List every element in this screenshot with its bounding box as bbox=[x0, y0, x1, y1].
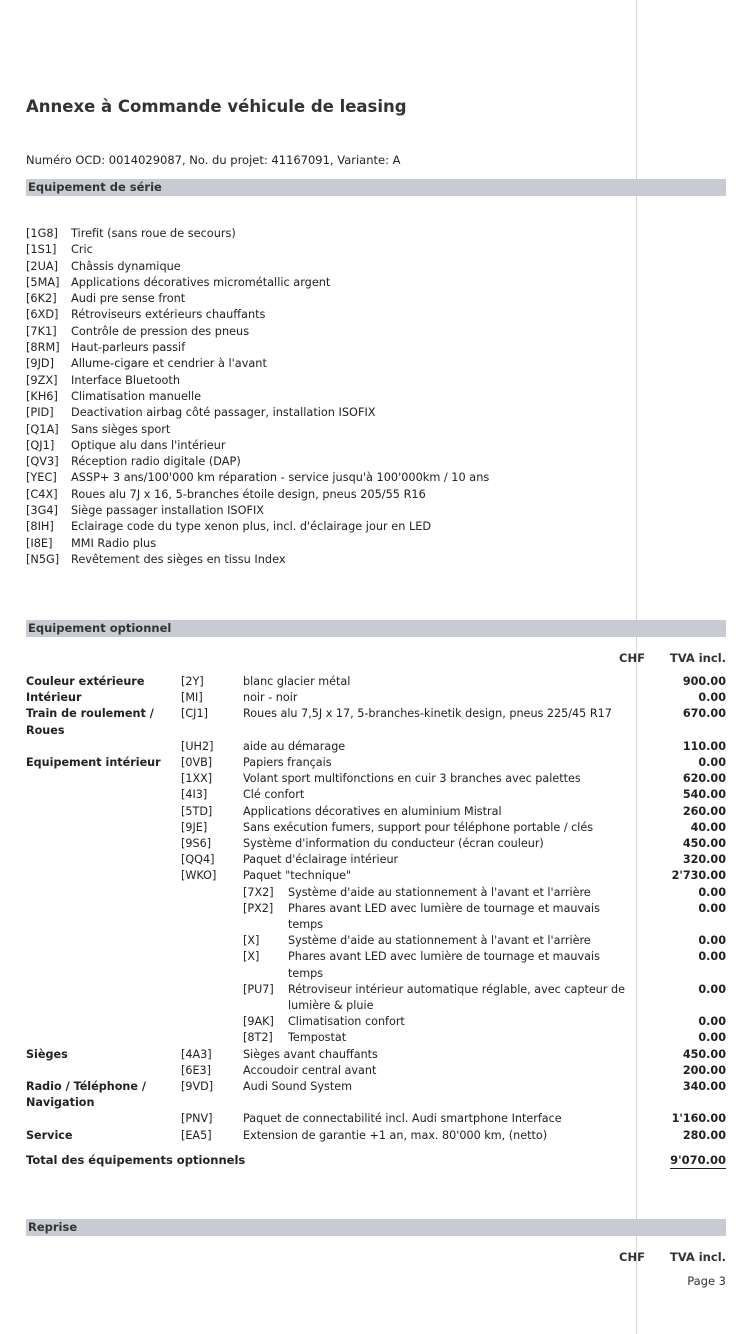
row-code: [9VD] bbox=[181, 1080, 214, 1094]
row-code: [5TD] bbox=[181, 804, 213, 818]
item-code: [N5G] bbox=[26, 552, 60, 566]
section-header-optional: Equipement optionnel bbox=[26, 620, 726, 637]
table-row bbox=[26, 674, 726, 690]
standard-item bbox=[26, 454, 489, 470]
row-category bbox=[26, 868, 181, 884]
row-description: Roues alu 7,5J x 17, 5-branches-kinetik design, pneus 225/45 R17 bbox=[243, 707, 612, 721]
row-sub-description: Système d'aide au stationnement à l'avant et l'arrière bbox=[288, 934, 591, 948]
row-description bbox=[243, 1030, 638, 1046]
item-code: [8RM] bbox=[26, 341, 60, 355]
row-code: [9S6] bbox=[181, 837, 212, 851]
row-category bbox=[26, 901, 181, 933]
table-row bbox=[26, 739, 726, 755]
item-code: [I8E] bbox=[26, 536, 53, 550]
row-code: [UH2] bbox=[181, 739, 214, 753]
standard-item bbox=[26, 552, 489, 568]
row-category bbox=[26, 933, 181, 949]
row-description: noir - noir bbox=[243, 691, 298, 705]
table-row bbox=[26, 1063, 726, 1079]
row-code bbox=[181, 949, 243, 981]
row-description: Clé confort bbox=[243, 788, 305, 802]
row-category bbox=[26, 820, 181, 836]
row-sub-code: [X] bbox=[243, 934, 260, 948]
standard-item bbox=[26, 503, 489, 519]
row-code: [WKO] bbox=[181, 869, 217, 883]
row-category: Service bbox=[26, 1128, 73, 1142]
row-description bbox=[243, 1014, 638, 1030]
row-code: [2Y] bbox=[181, 675, 204, 688]
table-row bbox=[26, 868, 726, 884]
standard-item bbox=[26, 422, 489, 438]
row-description: Paquet "technique" bbox=[243, 869, 352, 883]
item-label: Contrôle de pression des pneus bbox=[71, 324, 250, 338]
table-row bbox=[26, 1030, 726, 1046]
standard-item bbox=[26, 438, 489, 454]
optional-equipment-table bbox=[26, 674, 726, 1144]
row-price: 900.00 bbox=[682, 675, 726, 688]
reprise-vat-header: TVA incl. bbox=[669, 1250, 726, 1264]
standard-item bbox=[26, 389, 489, 405]
item-code: [5MA] bbox=[26, 275, 60, 289]
standard-item bbox=[26, 275, 489, 291]
row-sub-code: [PU7] bbox=[243, 982, 274, 996]
table-row bbox=[26, 949, 726, 981]
row-category bbox=[26, 949, 181, 981]
row-sub-description: Climatisation confort bbox=[288, 1015, 405, 1029]
row-category: Equipement intérieur bbox=[26, 756, 161, 770]
row-price: 0.00 bbox=[698, 1015, 726, 1029]
standard-item bbox=[26, 340, 489, 356]
standard-item bbox=[26, 291, 489, 307]
row-code: [4I3] bbox=[181, 788, 208, 802]
table-row bbox=[26, 1014, 726, 1030]
table-row bbox=[26, 901, 726, 933]
table-row bbox=[26, 1079, 726, 1111]
row-description: Paquet d'éclairage intérieur bbox=[243, 853, 399, 867]
row-price: 280.00 bbox=[682, 1128, 726, 1142]
row-category bbox=[26, 1063, 181, 1079]
row-code: [QQ4] bbox=[181, 853, 215, 867]
page-number: Page 3 bbox=[687, 1274, 726, 1288]
standard-item bbox=[26, 226, 489, 242]
row-category bbox=[26, 852, 181, 868]
item-code: [6K2] bbox=[26, 292, 57, 306]
table-row bbox=[26, 1128, 726, 1144]
row-sub-description: Rétroviseur intérieur automatique réglable, avec capteur de lumière & pluie bbox=[288, 982, 625, 1013]
standard-item bbox=[26, 536, 489, 552]
ocd-reference: Numéro OCD: 0014029087, No. du projet: 41167091, Variante: A bbox=[26, 153, 401, 167]
item-code: [KH6] bbox=[26, 389, 58, 403]
item-label: Siège passager installation ISOFIX bbox=[71, 504, 265, 518]
table-row bbox=[26, 771, 726, 787]
table-row bbox=[26, 1111, 726, 1127]
item-label: Revêtement des sièges en tissu Index bbox=[71, 552, 286, 566]
row-price: 110.00 bbox=[682, 739, 726, 753]
item-label: MMI Radio plus bbox=[71, 536, 157, 550]
item-code: [6XD] bbox=[26, 308, 59, 322]
item-label: Eclairage code du type xenon plus, incl. d'éclairage jour en LED bbox=[71, 520, 432, 534]
row-description bbox=[243, 982, 638, 1014]
row-sub-description: Tempostat bbox=[288, 1031, 347, 1045]
section-header-reprise: Reprise bbox=[26, 1219, 726, 1236]
row-description: blanc glacier métal bbox=[243, 675, 351, 688]
row-price: 200.00 bbox=[682, 1063, 726, 1077]
row-sub-description: Phares avant LED avec lumière de tournage et mauvais temps bbox=[288, 901, 600, 932]
row-price: 0.00 bbox=[698, 756, 726, 770]
row-price: 0.00 bbox=[698, 934, 726, 948]
row-description bbox=[243, 933, 638, 949]
item-code: [9ZX] bbox=[26, 373, 58, 387]
page-title: Annexe à Commande véhicule de leasing bbox=[26, 97, 407, 116]
table-row bbox=[26, 706, 726, 738]
row-price: 40.00 bbox=[690, 820, 726, 834]
table-row bbox=[26, 836, 726, 852]
item-code: [9JD] bbox=[26, 357, 55, 371]
row-sub-description: Phares avant LED avec lumière de tournage et mauvais temps bbox=[288, 950, 600, 980]
standard-item bbox=[26, 242, 489, 258]
row-price: 0.00 bbox=[698, 885, 726, 899]
row-category bbox=[26, 1030, 181, 1046]
item-label: Tirefit (sans roue de secours) bbox=[71, 227, 236, 240]
row-price: 0.00 bbox=[698, 691, 726, 705]
row-price: 450.00 bbox=[682, 837, 726, 851]
item-label: Cric bbox=[71, 243, 93, 257]
item-code: [PID] bbox=[26, 406, 54, 420]
standard-item bbox=[26, 259, 489, 275]
table-row bbox=[26, 982, 726, 1014]
row-category bbox=[26, 885, 181, 901]
row-code bbox=[181, 901, 243, 933]
item-label: Deactivation airbag côté passager, installation ISOFIX bbox=[71, 406, 376, 420]
item-code: [QV3] bbox=[26, 455, 59, 469]
row-code bbox=[181, 885, 243, 901]
vat-header: TVA incl. bbox=[669, 651, 726, 665]
row-description: Paquet de connectabilité incl. Audi smartphone Interface bbox=[243, 1112, 562, 1126]
item-code: [YEC] bbox=[26, 471, 57, 485]
standard-item bbox=[26, 373, 489, 389]
row-code bbox=[181, 1030, 243, 1046]
table-row bbox=[26, 885, 726, 901]
item-label: Audi pre sense front bbox=[71, 292, 186, 306]
table-row bbox=[26, 1047, 726, 1063]
row-category bbox=[26, 739, 181, 755]
row-category: Radio / Téléphone / Navigation bbox=[26, 1080, 146, 1110]
standard-item bbox=[26, 324, 489, 340]
row-code: [4A3] bbox=[181, 1047, 212, 1061]
row-code: [9JE] bbox=[181, 820, 208, 834]
item-label: Rétroviseurs extérieurs chauffants bbox=[71, 308, 266, 322]
row-category bbox=[26, 836, 181, 852]
item-label: Haut-parleurs passif bbox=[71, 341, 186, 355]
item-code: [1G8] bbox=[26, 227, 58, 240]
item-code: [7K1] bbox=[26, 324, 57, 338]
row-description: Volant sport multifonctions en cuir 3 branches avec palettes bbox=[243, 772, 581, 786]
standard-item bbox=[26, 307, 489, 323]
row-price: 670.00 bbox=[682, 707, 726, 721]
item-code: [C4X] bbox=[26, 487, 58, 501]
row-category: Train de roulement / Roues bbox=[26, 707, 154, 737]
standard-item bbox=[26, 356, 489, 372]
row-code: [CJ1] bbox=[181, 707, 208, 721]
row-price: 260.00 bbox=[682, 804, 726, 818]
row-price: 450.00 bbox=[682, 1047, 726, 1061]
row-description: Système d'information du conducteur (écran couleur) bbox=[243, 837, 544, 851]
standard-item bbox=[26, 519, 489, 535]
row-price: 0.00 bbox=[698, 950, 726, 964]
row-description: Audi Sound System bbox=[243, 1080, 353, 1094]
item-code: [2UA] bbox=[26, 259, 58, 273]
row-code: [MI] bbox=[181, 691, 203, 705]
item-label: Climatisation manuelle bbox=[71, 389, 202, 403]
reprise-currency-header: CHF bbox=[619, 1250, 645, 1264]
row-code bbox=[181, 933, 243, 949]
item-code: [1S1] bbox=[26, 243, 57, 257]
row-code: [PNV] bbox=[181, 1112, 213, 1126]
table-row bbox=[26, 933, 726, 949]
row-category: Couleur extérieure bbox=[26, 675, 145, 688]
row-description: Sièges avant chauffants bbox=[243, 1047, 378, 1061]
row-description bbox=[243, 949, 638, 981]
row-code: [0VB] bbox=[181, 756, 213, 770]
row-description bbox=[243, 885, 638, 901]
row-description: Applications décoratives en aluminium Mistral bbox=[243, 804, 502, 818]
row-sub-code: [X] bbox=[243, 950, 260, 964]
item-code: [8IH] bbox=[26, 520, 54, 534]
row-category bbox=[26, 982, 181, 1014]
table-row bbox=[26, 690, 726, 706]
total-label: Total des équipements optionnels bbox=[26, 1153, 246, 1167]
row-price: 320.00 bbox=[682, 853, 726, 867]
row-sub-description: Système d'aide au stationnement à l'avant et l'arrière bbox=[288, 885, 591, 899]
row-code: [6E3] bbox=[181, 1063, 212, 1077]
item-code: [3G4] bbox=[26, 504, 58, 518]
row-description: Accoudoir central avant bbox=[243, 1063, 377, 1077]
row-code bbox=[181, 982, 243, 1014]
row-code: [1XX] bbox=[181, 772, 213, 786]
row-price: 0.00 bbox=[698, 901, 726, 915]
item-code: [Q1A] bbox=[26, 422, 59, 436]
row-sub-code: [8T2] bbox=[243, 1031, 273, 1045]
item-label: Optique alu dans l'intérieur bbox=[71, 438, 226, 452]
row-price: 340.00 bbox=[682, 1080, 726, 1094]
item-label: Roues alu 7J x 16, 5-branches étoile design, pneus 205/55 R16 bbox=[71, 487, 426, 501]
table-row bbox=[26, 787, 726, 803]
standard-item bbox=[26, 487, 489, 503]
currency-header: CHF bbox=[619, 651, 645, 665]
row-description: Extension de garantie +1 an, max. 80'000 km, (netto) bbox=[243, 1128, 548, 1142]
item-label: Allume-cigare et cendrier à l'avant bbox=[71, 357, 267, 371]
row-code bbox=[181, 1014, 243, 1030]
item-label: Châssis dynamique bbox=[71, 259, 181, 273]
row-category bbox=[26, 771, 181, 787]
item-label: Réception radio digitale (DAP) bbox=[71, 455, 241, 469]
standard-item bbox=[26, 470, 489, 486]
row-category: Intérieur bbox=[26, 691, 82, 705]
row-code: [EA5] bbox=[181, 1128, 212, 1142]
row-price: 2'730.00 bbox=[671, 869, 726, 883]
row-price: 1'160.00 bbox=[671, 1112, 726, 1126]
row-description: aide au démarage bbox=[243, 739, 346, 753]
item-label: Sans sièges sport bbox=[71, 422, 171, 436]
item-code: [QJ1] bbox=[26, 438, 55, 452]
item-label: ASSP+ 3 ans/100'000 km réparation - service jusqu'à 100'000km / 10 ans bbox=[71, 471, 490, 485]
table-row bbox=[26, 852, 726, 868]
row-category bbox=[26, 1111, 181, 1127]
row-category bbox=[26, 804, 181, 820]
total-value: 9'070.00 bbox=[670, 1153, 726, 1167]
row-price: 620.00 bbox=[682, 772, 726, 786]
table-row bbox=[26, 804, 726, 820]
item-label: Interface Bluetooth bbox=[71, 373, 181, 387]
standard-item bbox=[26, 405, 489, 421]
row-description: Sans exécution fumers, support pour téléphone portable / clés bbox=[243, 820, 594, 834]
item-label: Applications décoratives micrométallic argent bbox=[71, 275, 331, 289]
row-price: 540.00 bbox=[682, 788, 726, 802]
row-category: Sièges bbox=[26, 1047, 68, 1061]
standard-equipment-list bbox=[26, 226, 489, 568]
row-category bbox=[26, 1014, 181, 1030]
table-row bbox=[26, 755, 726, 771]
section-header-standard: Equipement de série bbox=[26, 179, 726, 196]
row-description bbox=[243, 901, 638, 933]
table-row bbox=[26, 820, 726, 836]
row-description: Papiers français bbox=[243, 756, 332, 770]
row-price: 0.00 bbox=[698, 1031, 726, 1045]
row-category bbox=[26, 787, 181, 803]
row-price: 0.00 bbox=[698, 982, 726, 996]
row-sub-code: [7X2] bbox=[243, 885, 274, 899]
row-sub-code: [PX2] bbox=[243, 901, 274, 915]
row-sub-code: [9AK] bbox=[243, 1015, 274, 1029]
